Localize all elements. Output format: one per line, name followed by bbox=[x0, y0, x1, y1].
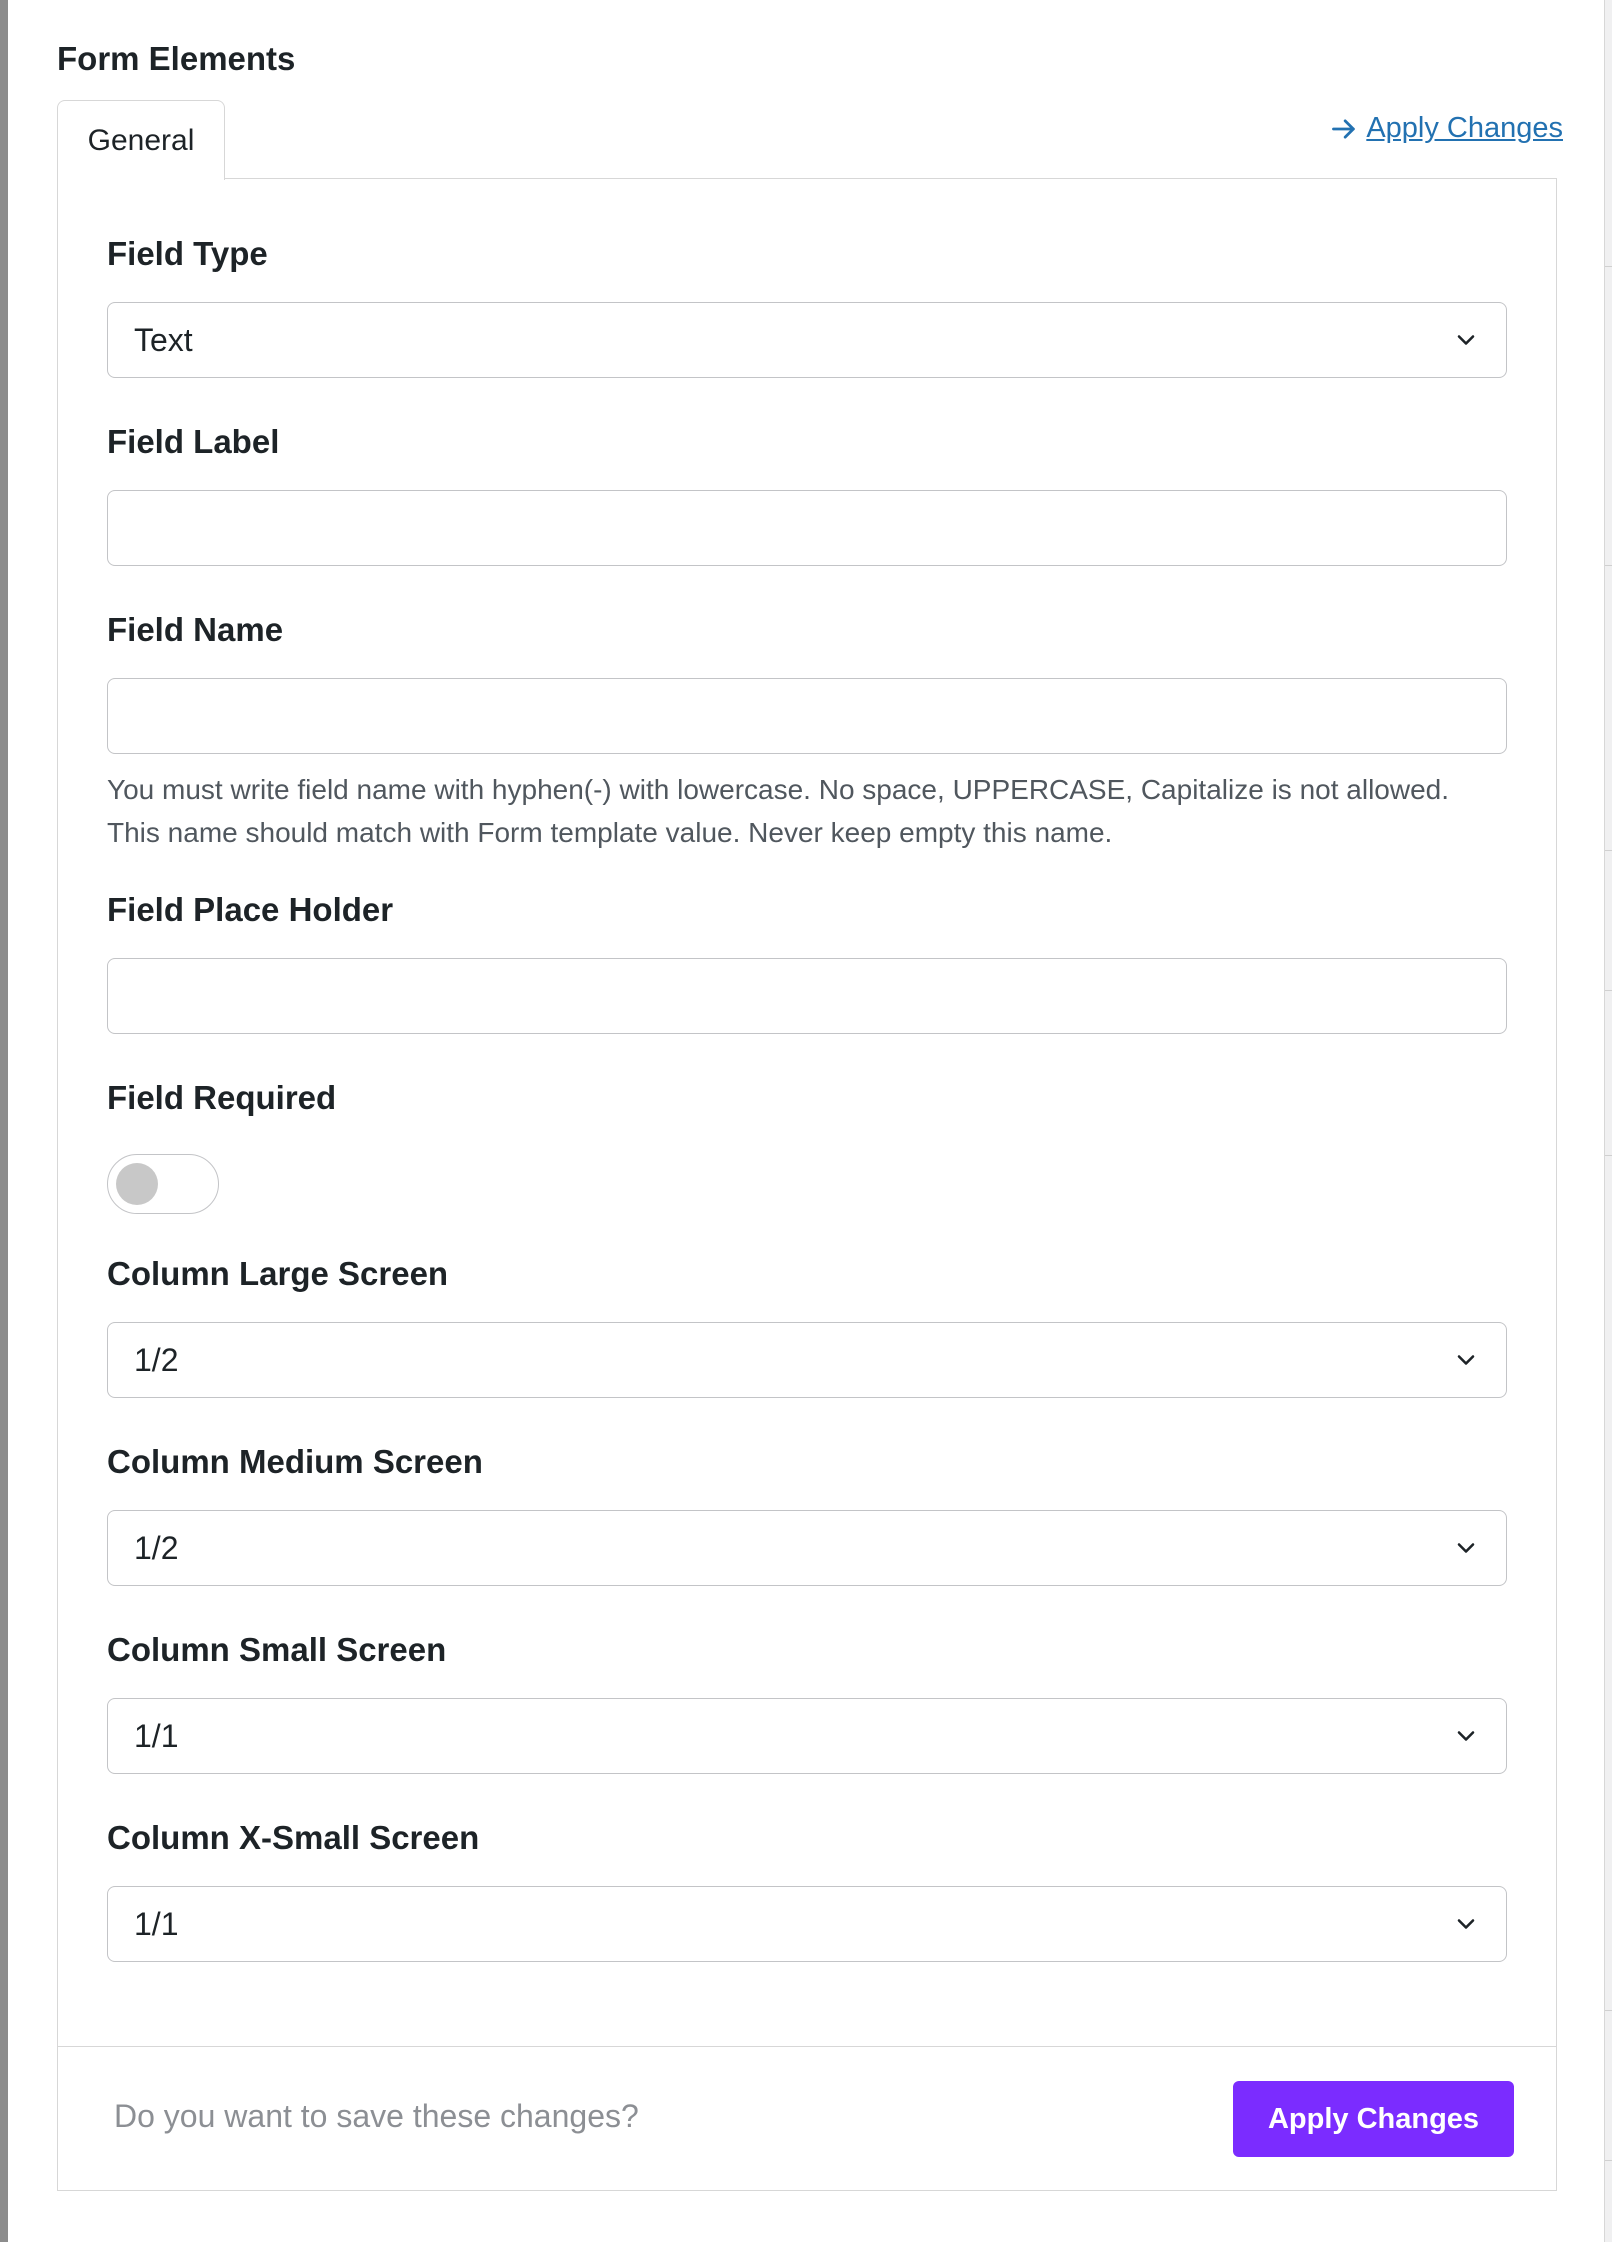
col-xsmall-select[interactable] bbox=[107, 1886, 1507, 1962]
col-medium-value: 1/2 bbox=[134, 1529, 179, 1566]
field-name-input[interactable] bbox=[107, 678, 1507, 754]
field-label-label: Field Label bbox=[107, 423, 280, 460]
panel-title: Form Elements bbox=[57, 40, 296, 77]
col-medium-group bbox=[107, 1442, 1507, 1586]
background-page-edge bbox=[1604, 0, 1612, 2242]
field-name-hint-line1: You must write field name with hyphen(-) with lowercase. No space, UPPERCASE, Capitalize is not allowed. bbox=[107, 774, 1450, 805]
field-placeholder-label: Field Place Holder bbox=[107, 891, 394, 928]
field-type-group bbox=[107, 234, 1507, 378]
field-placeholder-input[interactable] bbox=[107, 958, 1507, 1034]
field-required-label: Field Required bbox=[107, 1079, 337, 1116]
field-label-group bbox=[107, 422, 1507, 566]
bg-divider bbox=[1605, 2160, 1612, 2161]
chevron-down-icon bbox=[1452, 1346, 1480, 1374]
col-small-group bbox=[107, 1630, 1507, 1774]
col-xsmall-group bbox=[107, 1818, 1507, 1962]
form-elements-panel bbox=[8, 0, 1604, 2242]
field-name-group bbox=[107, 610, 1507, 854]
field-type-label: Field Type bbox=[107, 235, 268, 272]
field-placeholder-group bbox=[107, 890, 1507, 1034]
apply-changes-link[interactable] bbox=[1330, 112, 1563, 145]
field-name-hint-line2: This name should match with Form template value. Never keep empty this name. bbox=[107, 817, 1113, 848]
col-large-select[interactable] bbox=[107, 1322, 1507, 1398]
col-xsmall-label: Column X-Small Screen bbox=[107, 1819, 480, 1856]
field-label-input[interactable] bbox=[107, 490, 1507, 566]
bg-divider bbox=[1605, 565, 1612, 566]
col-large-group bbox=[107, 1254, 1507, 1398]
tab-general-label: General bbox=[87, 123, 195, 157]
bg-divider bbox=[1605, 2010, 1612, 2011]
chevron-down-icon bbox=[1452, 1534, 1480, 1562]
field-type-value: Text bbox=[134, 321, 193, 358]
chevron-down-icon bbox=[1452, 1910, 1480, 1938]
field-type-select[interactable] bbox=[107, 302, 1507, 378]
tab-general[interactable] bbox=[57, 100, 225, 180]
bg-divider bbox=[1605, 266, 1612, 267]
window-left-edge bbox=[0, 0, 8, 2242]
apply-changes-link-label: Apply Changes bbox=[1366, 112, 1563, 144]
save-question: Do you want to save these changes? bbox=[114, 2098, 639, 2134]
col-medium-label: Column Medium Screen bbox=[107, 1443, 483, 1480]
chevron-down-icon bbox=[1452, 1722, 1480, 1750]
col-small-value: 1/1 bbox=[134, 1717, 179, 1754]
col-xsmall-value: 1/1 bbox=[134, 1905, 179, 1942]
field-required-group bbox=[107, 1078, 1507, 1214]
arrow-right-icon bbox=[1330, 115, 1358, 143]
field-name-hint bbox=[107, 768, 1507, 854]
col-medium-select[interactable] bbox=[107, 1510, 1507, 1586]
chevron-down-icon bbox=[1452, 326, 1480, 354]
toggle-knob bbox=[116, 1163, 158, 1205]
col-large-label: Column Large Screen bbox=[107, 1255, 449, 1292]
bg-divider bbox=[1605, 1155, 1612, 1156]
bg-divider bbox=[1605, 850, 1612, 851]
field-required-toggle[interactable] bbox=[107, 1154, 219, 1214]
general-tab-content bbox=[57, 178, 1557, 2047]
col-large-value: 1/2 bbox=[134, 1341, 179, 1378]
col-small-select[interactable] bbox=[107, 1698, 1507, 1774]
apply-changes-button[interactable]: Apply Changes bbox=[1233, 2081, 1514, 2157]
bg-divider bbox=[1605, 990, 1612, 991]
field-name-label: Field Name bbox=[107, 611, 284, 648]
col-small-label: Column Small Screen bbox=[107, 1631, 447, 1668]
